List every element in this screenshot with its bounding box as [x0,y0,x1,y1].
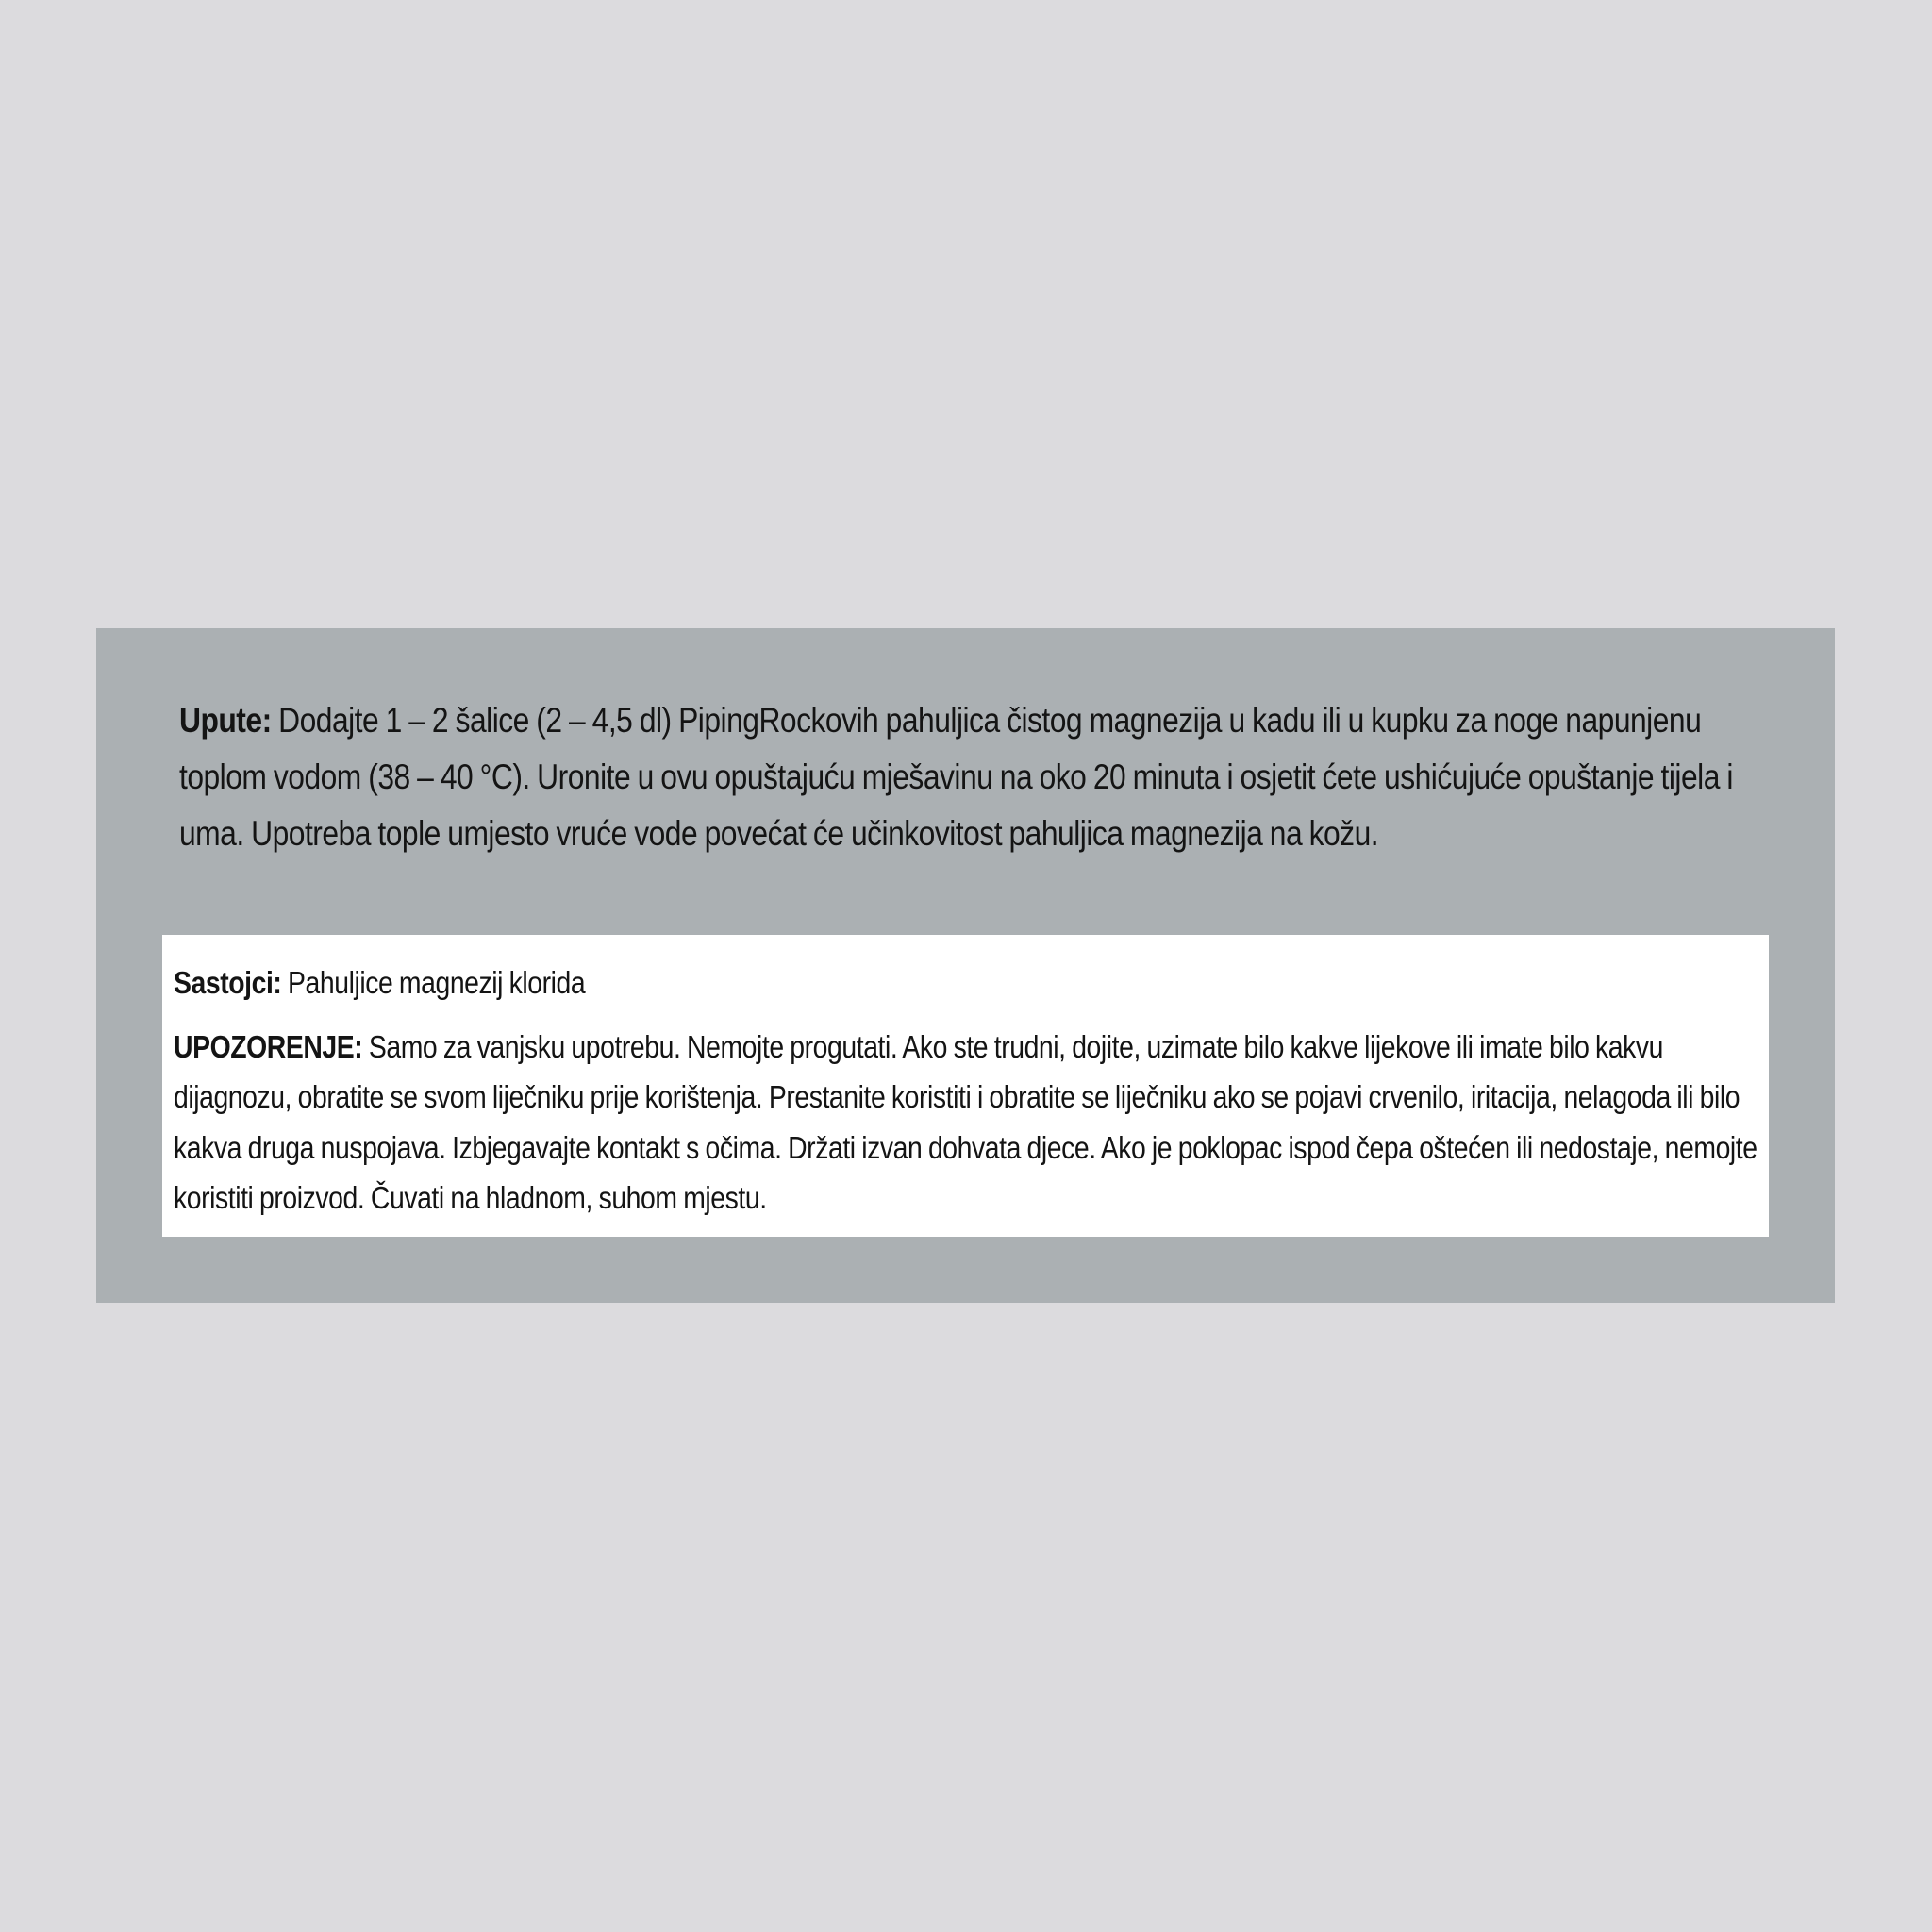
info-box-content [174,958,1764,1224]
directions-label: Upute: [179,701,272,740]
warning-label: UPOZORENJE: [174,1028,363,1064]
label-panel [96,628,1835,1303]
ingredients-text: Pahuljice magnezij klorida [281,965,586,1000]
warning-paragraph [174,1022,1764,1224]
ingredients-warning-box [162,935,1769,1237]
warning-text: Samo za vanjsku upotrebu. Nemojte progutati. Ako ste trudni, dojite, uzimate bilo kakve lijekove ili imate bilo kakvu dijagnozu, obratite se svom liječniku prije korištenja. Prestanite koristiti i obratite se liječniku ako se pojavi crvenilo, iritacija, nelagoda ili bilo kakva druga nuspojava. Izbjegavajte kontakt s očima. Držati izvan dohvata djece. Ako je poklopac ispod čepa oštećen ili nedostaje, nemojte koristiti proizvod. Čuvati na hladnom, suhom mjestu. [174,1028,1757,1215]
ingredients-paragraph [174,958,1764,1008]
ingredients-label: Sastojci: [174,965,282,1000]
directions-text: Dodajte 1 – 2 šalice (2 – 4,5 dl) PipingRockovih pahuljica čistog magnezija u kadu ili u kupku za noge napunjenu toplom vodom (38 – 40 °C). Uronite u ovu opuštajuću mješavinu na oko 20 minuta i osjetit ćete ushićujuće opuštanje tijela i uma. Upotreba tople umjesto vruće vode povećat će učinkovitost pahuljica magnezija na kožu. [179,701,1733,853]
directions-paragraph [179,692,1774,862]
